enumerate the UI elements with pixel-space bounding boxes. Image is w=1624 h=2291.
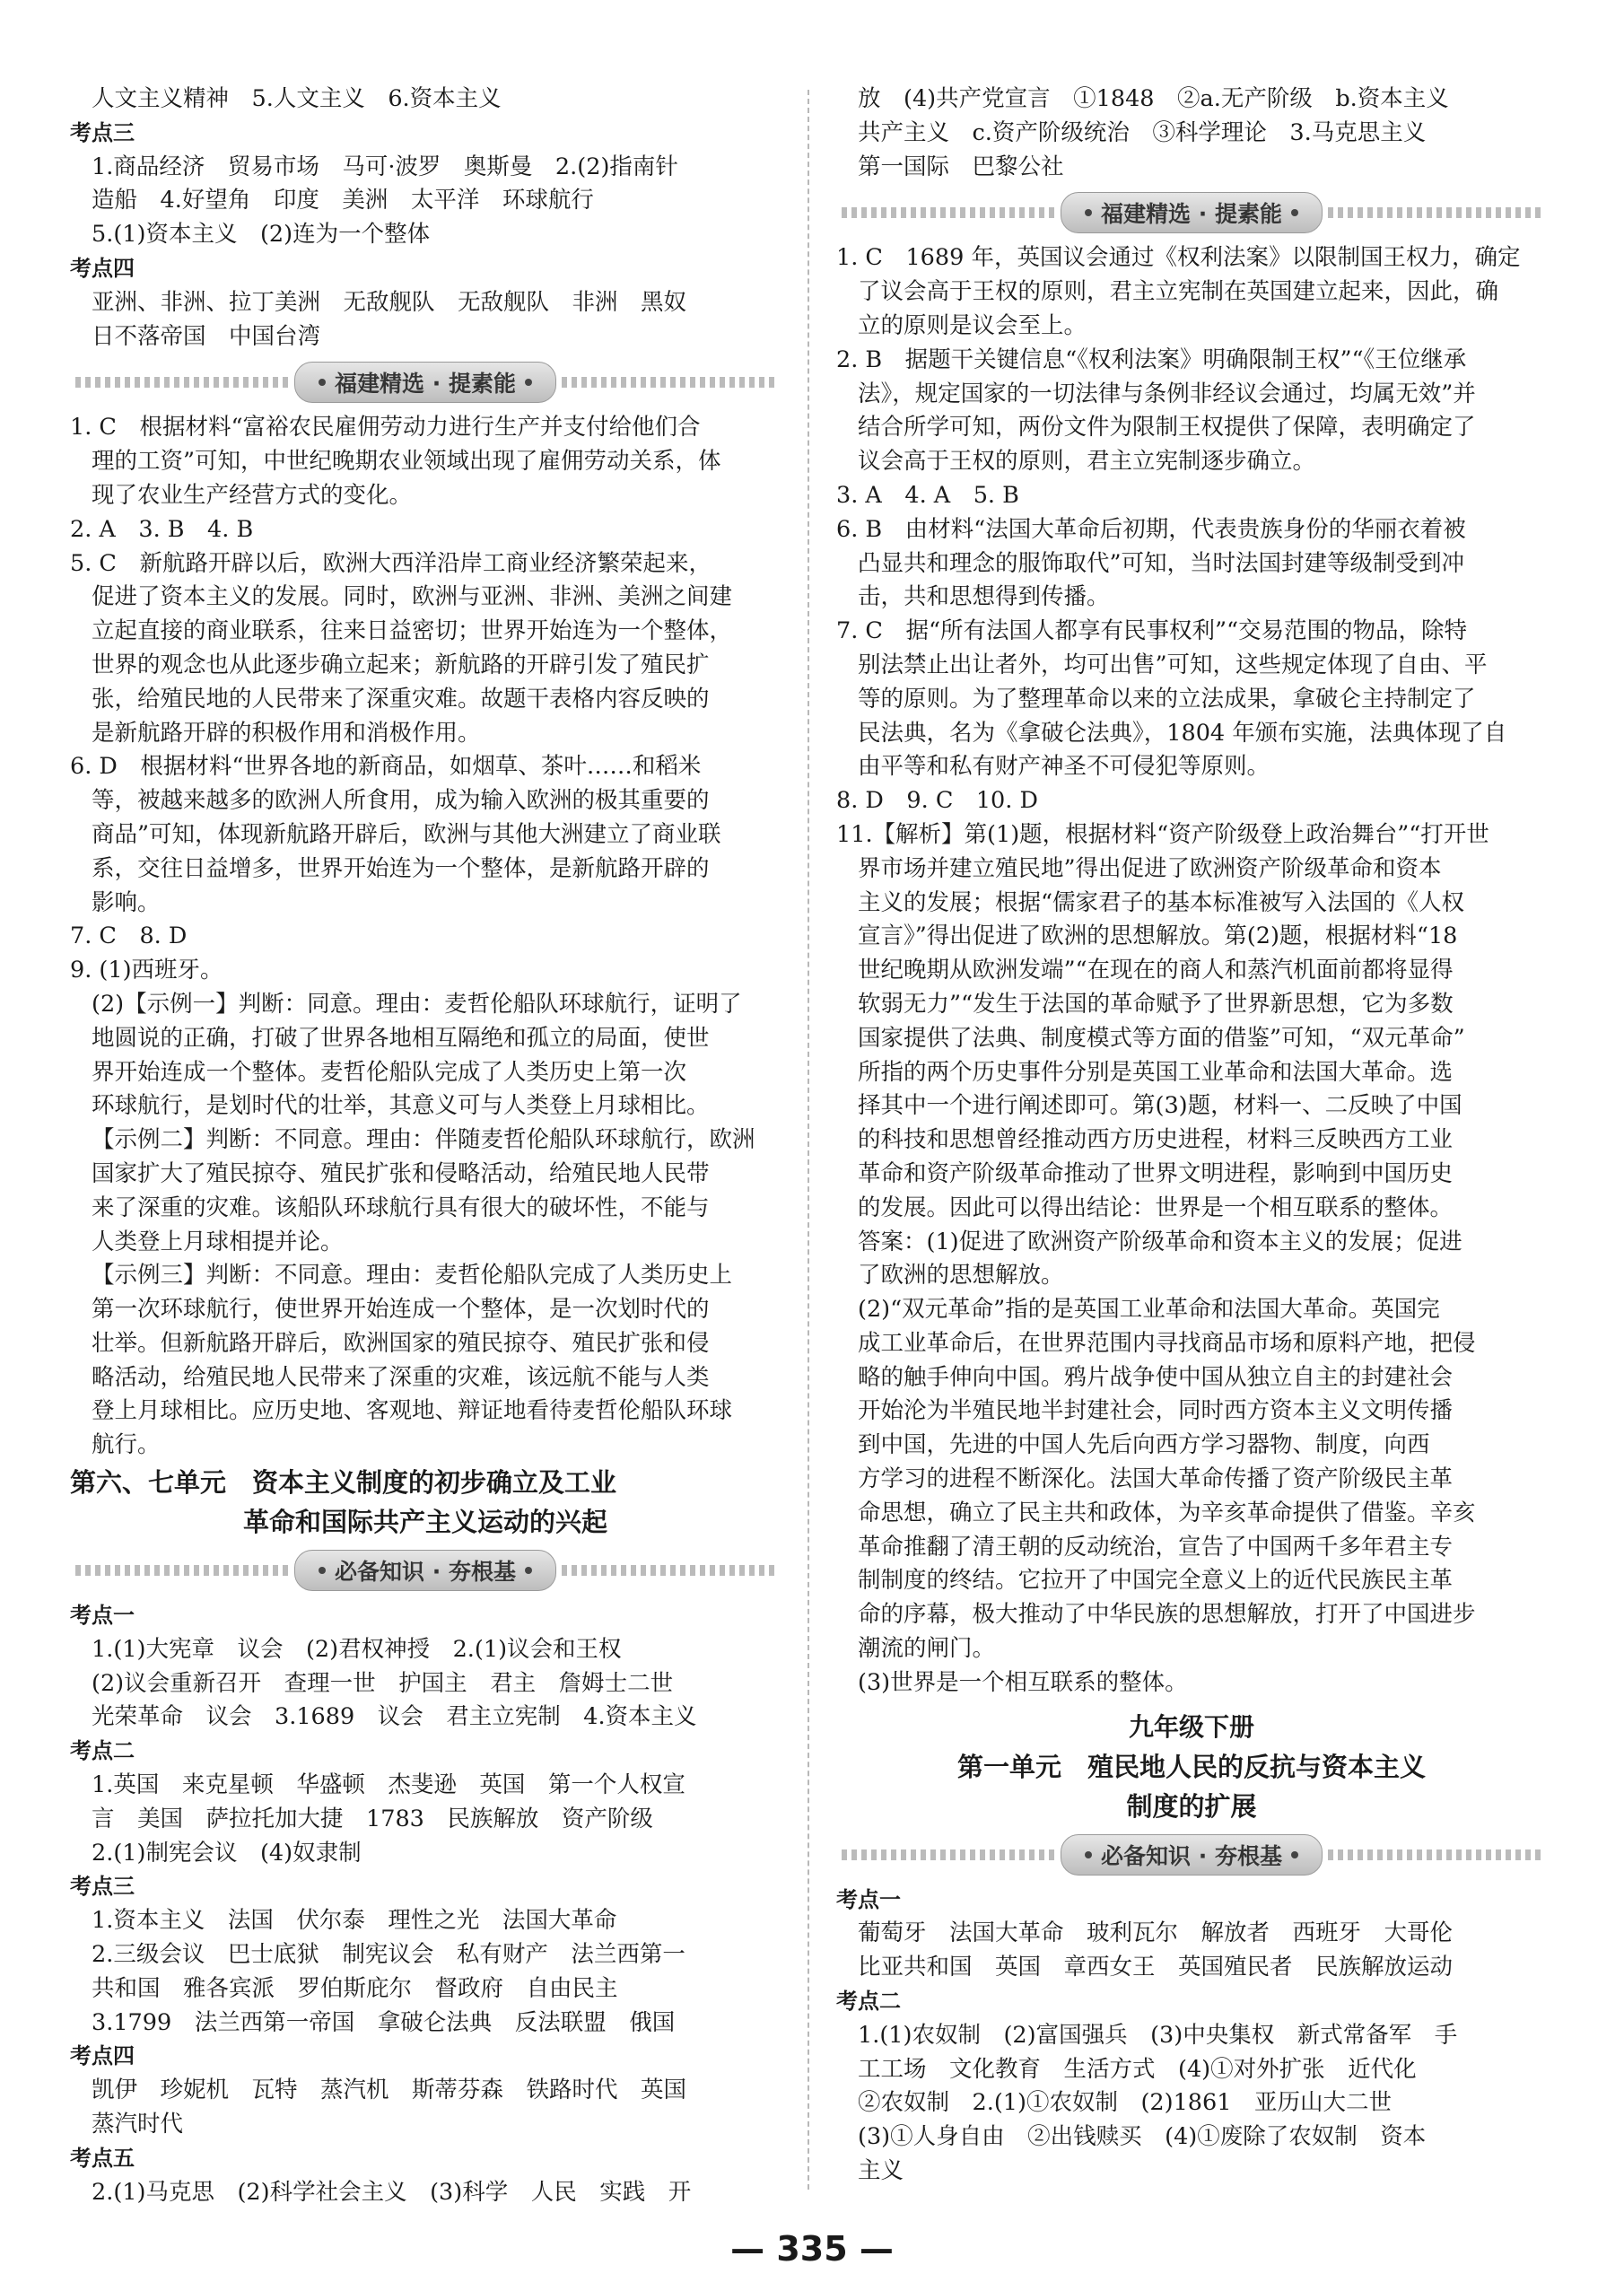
banner-pill [294, 362, 556, 403]
text-line: 航行。 [92, 1431, 161, 1459]
unit-title: 革命和国际共产主义运动的兴起 [242, 1507, 607, 1538]
text-line: 人类登上月球相提并论。 [92, 1228, 344, 1255]
unit-title: 第六、七单元 资本主义制度的初步确立及工业 [70, 1467, 617, 1499]
banner-pill [1061, 192, 1323, 233]
unit-title: 第一单元 殖民地人民的反抗与资本主义 [956, 1751, 1426, 1782]
text-line: 主义的发展；根据“儒家君子的基本标准被写入法国的《人权 [858, 888, 1465, 916]
banner-ornament [842, 1849, 1055, 1860]
bullet-icon [525, 1567, 532, 1574]
text-line: (2)议会重新召开 查理一世 护国主 君主 詹姆士二世 [92, 1669, 674, 1697]
text-line: 界开始连成一个整体。麦哲伦船队完成了人类历史上第一次 [92, 1058, 687, 1086]
text-line: 7. C 8. D [70, 923, 188, 950]
section-heading: 考点二 [836, 1989, 901, 2015]
bullet-icon [525, 379, 532, 386]
text-line: 6. B 由材料“法国大革命后初期，代表贵族身份的华丽衣着被 [836, 515, 1466, 543]
text-line: 议会高于王权的原则，君主立宪制逐步确立。 [858, 448, 1316, 476]
text-line: 1. C 根据材料“富裕农民雇佣劳动力进行生产并支付给他们合 [70, 414, 701, 442]
text-line: 地圆说的正确，打破了世界各地相互隔绝和孤立的局面，使世 [92, 1024, 710, 1052]
text-line: 法》，规定国家的一切法律与条例非经议会通过，均属无效”并 [858, 380, 1476, 407]
bullet-icon [1085, 1851, 1092, 1858]
text-line: 8. D 9. C 10. D [836, 787, 1038, 815]
text-line: 等，被越来越多的欧洲人所食用，成为输入欧洲的极其重要的 [92, 787, 710, 815]
text-line: 2. A 3. B 4. B [70, 515, 254, 543]
banner-ornament [1328, 207, 1541, 218]
section-banner [70, 361, 781, 404]
text-line: 1.商品经济 贸易市场 马可·波罗 奥斯曼 2.(2)指南针 [92, 153, 678, 180]
text-line: 5. C 新航路开辟以后，欧洲大西洋沿岸工商业经济繁荣起来， [70, 549, 712, 577]
section-heading: 考点一 [836, 1886, 901, 1912]
text-line: 1. C 1689 年，英国议会通过《权利法案》以限制国王权力，确定 [836, 244, 1521, 272]
page-number: — 335 — [730, 2229, 894, 2269]
section-heading: 考点四 [70, 2043, 135, 2069]
text-line: 开始沦为半殖民地半封建社会，同时西方资本主义文明传播 [858, 1397, 1454, 1425]
text-line: 立的原则是议会至上。 [858, 311, 1087, 339]
section-banner [836, 1833, 1547, 1876]
section-heading: 考点一 [70, 1603, 135, 1629]
text-line: 略的触手伸向中国。鸦片战争使中国从独立自主的封建社会 [858, 1363, 1454, 1391]
text-line: 革命推翻了清王朝的反动统治，宣告了中国两千多年君主专 [858, 1533, 1454, 1561]
text-line: 环球航行，是划时代的壮举，其意义可与人类登上月球相比。 [92, 1092, 710, 1120]
text-line: 2.(1)制宪会议 (4)奴隶制 [92, 1839, 362, 1867]
text-line: 国家扩大了殖民掠夺、殖民扩张和侵略活动，给殖民地人民带 [92, 1159, 710, 1187]
text-line: 人文主义精神 5.人文主义 6.资本主义 [92, 85, 502, 112]
text-line: 壮举。但新航路开辟后，欧洲国家的殖民掠夺、殖民扩张和侵 [92, 1329, 710, 1357]
text-line: 影响。 [92, 888, 161, 916]
text-line: 凸显共和理念的服饰取代”可知，当时法国封建等级制受到冲 [858, 549, 1465, 577]
text-line: 理的工资”可知，中世纪晚期农业领域出现了雇佣劳动关系，体 [92, 448, 721, 476]
text-line: 结合所学可知，两份文件为限制王权提供了保障，表明确定了 [858, 414, 1476, 442]
banner-pill [1061, 1834, 1323, 1876]
text-line: (2)【示例一】判断：同意。理由：麦哲伦船队环球航行，证明了 [92, 990, 742, 1018]
text-line: 是新航路开辟的积极作用和消极作用。 [92, 719, 481, 747]
text-line: 主义 [858, 2157, 904, 2185]
banner-label: 必备知识 · 夯根基 [335, 1559, 516, 1586]
text-line: 日不落帝国 中国台湾 [92, 322, 321, 350]
text-line: 【示例三】判断：不同意。理由：麦哲伦船队完成了人类历史上 [92, 1262, 733, 1290]
text-line: 7. C 据“所有法国人都享有民事权利”“交易范围的物品，除特 [836, 617, 1468, 645]
bullet-icon [1291, 209, 1298, 216]
text-line: 比亚共和国 英国 章西女王 英国殖民者 民族解放运动 [858, 1954, 1454, 1981]
section-heading: 考点五 [70, 2145, 135, 2171]
text-line: 1.(1)农奴制 (2)富国强兵 (3)中央集权 新式常备军 手 [858, 2021, 1458, 2049]
banner-ornament [75, 377, 289, 388]
section-banner [836, 191, 1547, 234]
text-line: 所指的两个历史事件分别是英国工业革命和法国大革命。选 [858, 1058, 1454, 1086]
text-line: 立起直接的商业联系，往来日益密切；世界开始连为一个整体， [92, 617, 733, 645]
section-banner [70, 1549, 781, 1592]
left-column [70, 83, 781, 2209]
text-line: 的科技和思想曾经推动西方历史进程，材料三反映西方工业 [858, 1126, 1454, 1154]
text-line: 的发展。因此可以得出结论：世界是一个相互联系的整体。 [858, 1194, 1454, 1221]
text-line: (2)“双元革命”指的是英国工业革命和法国大革命。英国完 [858, 1296, 1440, 1324]
unit-title: 制度的扩展 [1126, 1790, 1257, 1822]
text-line: 2.(1)马克思 (2)科学社会主义 (3)科学 人民 实践 开 [92, 2178, 692, 2206]
section-heading: 考点三 [70, 119, 135, 145]
text-line: 略活动，给殖民地人民带来了深重的灾难，该远航不能与人类 [92, 1363, 710, 1391]
text-line: 2. B 据题干关键信息“《权利法案》明确限制王权”“《王位继承 [836, 345, 1467, 373]
banner-label: 必备知识 · 夯根基 [1101, 1842, 1282, 1869]
text-line: 光荣革命 议会 3.1689 议会 君主立宪制 4.资本主义 [92, 1703, 697, 1731]
text-line: 宣言》”得出促进了欧洲的思想解放。第(2)题，根据材料“18 [858, 923, 1458, 950]
text-line: 命的序幕，极大推动了中华民族的思想解放，打开了中国进步 [858, 1601, 1476, 1629]
banner-label: 福建精选 · 提素能 [1101, 201, 1282, 228]
text-line: 促进了资本主义的发展。同时，欧洲与亚洲、非洲、美洲之间建 [92, 583, 733, 611]
text-line: 现了农业生产经营方式的变化。 [92, 481, 413, 509]
text-line: 9. (1)西班牙。 [70, 957, 223, 984]
text-line: 商品”可知，体现新航路开辟后，欧洲与其他大洲建立了商业联 [92, 820, 721, 848]
text-line: 国家提供了法典、制度模式等方面的借鉴”可知，“双元革命” [858, 1024, 1465, 1052]
bullet-icon [319, 1567, 326, 1574]
banner-ornament [842, 207, 1055, 218]
text-line: 等的原则。为了整理革命以来的立法成果，拿破仑主持制定了 [858, 685, 1476, 713]
text-line: 造船 4.好望角 印度 美洲 太平洋 环球航行 [92, 187, 594, 214]
text-line: 到中国，先进的中国人先后向西方学习器物、制度，向西 [858, 1431, 1430, 1459]
text-line: 第一次环球航行，使世界开始连成一个整体，是一次划时代的 [92, 1296, 710, 1324]
text-line: 工工场 文化教育 生活方式 (4)①对外扩张 近代化 [858, 2055, 1417, 2083]
text-line: 亚洲、非洲、拉丁美洲 无敌舰队 无敌舰队 非洲 黑奴 [92, 288, 687, 316]
text-line: 3.1799 法兰西第一帝国 拿破仑法典 反法联盟 俄国 [92, 2008, 676, 2036]
banner-ornament [562, 1565, 775, 1576]
bullet-icon [1085, 209, 1092, 216]
section-heading: 考点四 [70, 255, 135, 281]
text-line: 世界的观念也从此逐步确立起来；新航路的开辟引发了殖民扩 [92, 651, 710, 678]
text-line: 了欧洲的思想解放。 [858, 1262, 1064, 1290]
bullet-icon [319, 379, 326, 386]
text-line: 共和国 雅各宾派 罗伯斯庇尔 督政府 自由民主 [92, 1974, 618, 2002]
text-line: 第一国际 巴黎公社 [858, 153, 1064, 180]
text-line: 击，共和思想得到传播。 [858, 583, 1110, 611]
text-line: 命思想，确立了民主共和政体，为辛亥革命提供了借鉴。辛亥 [858, 1499, 1476, 1526]
banner-pill [294, 1550, 556, 1591]
text-line: 1.(1)大宪章 议会 (2)君权神授 2.(1)议会和王权 [92, 1635, 622, 1663]
text-line: 世纪晚期从欧洲发端”“在现在的商人和蒸汽机面前都将显得 [858, 957, 1454, 984]
text-line: 了议会高于王权的原则，君主立宪制在英国建立起来，因此，确 [858, 278, 1499, 306]
banner-ornament [1328, 1849, 1541, 1860]
text-line: 答案：(1)促进了欧洲资产阶级革命和资本主义的发展；促进 [858, 1228, 1462, 1255]
text-line: 登上月球相比。应历史地、客观地、辩证地看待麦哲伦船队环球 [92, 1397, 733, 1425]
banner-label: 福建精选 · 提素能 [335, 371, 516, 398]
text-line: 凯伊 珍妮机 瓦特 蒸汽机 斯蒂芬森 铁路时代 英国 [92, 2077, 687, 2104]
text-line: 别法禁止出让者外，均可出售”可知，这些规定体现了自由、平 [858, 651, 1488, 678]
text-line: 2.三级会议 巴士底狱 制宪议会 私有财产 法兰西第一 [92, 1941, 685, 1969]
text-line: 界市场并建立殖民地”得出促进了欧洲资产阶级革命和资本 [858, 854, 1442, 882]
text-line: 成工业革命后，在世界范围内寻找商品市场和原料产地，把侵 [858, 1329, 1476, 1357]
text-line: 革命和资产阶级革命推动了世界文明进程，影响到中国历史 [858, 1159, 1454, 1187]
text-line: ②农奴制 2.(1)①农奴制 (2)1861 亚历山大二世 [858, 2089, 1392, 2117]
text-line: (3)世界是一个相互联系的整体。 [858, 1668, 1188, 1696]
text-line: 6. D 根据材料“世界各地的新商品，如烟草、茶叶……和稻米 [70, 753, 702, 781]
text-line: 共产主义 c.资产阶级统治 ③科学理论 3.马克思主义 [858, 118, 1427, 146]
banner-ornament [562, 377, 775, 388]
text-line: 言 美国 萨拉托加大捷 1783 民族解放 资产阶级 [92, 1805, 653, 1832]
text-line: 11.【解析】第(1)题，根据材料“资产阶级登上政治舞台”“打开世 [836, 820, 1489, 848]
text-line: 潮流的闸门。 [858, 1635, 996, 1663]
text-line: 蒸汽时代 [92, 2111, 184, 2138]
right-column [836, 83, 1547, 2189]
text-line: (3)①人身自由 ②出钱赎买 (4)①废除了农奴制 资本 [858, 2123, 1427, 2151]
text-line: 方学习的进程不断深化。法国大革命传播了资产阶级民主革 [858, 1465, 1454, 1493]
text-line: 5.(1)资本主义 (2)连为一个整体 [92, 221, 431, 249]
banner-ornament [75, 1565, 289, 1576]
text-line: 来了深重的灾难。该船队环球航行具有很大的破坏性，不能与 [92, 1194, 710, 1221]
text-line: 系，交往日益增多，世界开始连为一个整体，是新航路开辟的 [92, 854, 710, 882]
section-heading: 考点三 [70, 1874, 135, 1900]
text-line: 1.英国 来克星顿 华盛顿 杰斐逊 英国 第一个人权宣 [92, 1771, 685, 1799]
text-line: 软弱无力”“发生于法国的革命赋予了世界新思想，它为多数 [858, 990, 1454, 1018]
text-line: 由平等和私有财产神圣不可侵犯等原则。 [858, 753, 1270, 781]
text-line: 【示例二】判断：不同意。理由：伴随麦哲伦船队环球航行，欧洲 [92, 1126, 755, 1154]
text-line: 放 (4)共产党宣言 ①1848 ②a.无产阶级 b.资本主义 [858, 85, 1449, 112]
text-line: 1.资本主义 法国 伏尔泰 理性之光 法国大革命 [92, 1907, 617, 1935]
bullet-icon [1291, 1851, 1298, 1858]
text-line: 张，给殖民地的人民带来了深重灾难。故题干表格内容反映的 [92, 685, 710, 713]
column-divider [808, 90, 809, 2190]
text-line: 民法典，名为《拿破仑法典》，1804 年颁布实施，法典体现了自 [858, 719, 1507, 747]
grade-title: 九年级下册 [1128, 1711, 1254, 1742]
text-line: 制制度的终结。它拉开了中国完全意义上的近代民族民主革 [858, 1567, 1454, 1595]
section-heading: 考点二 [70, 1738, 135, 1764]
text-line: 葡萄牙 法国大革命 玻利瓦尔 解放者 西班牙 大哥伦 [858, 1919, 1454, 1947]
text-line: 择其中一个进行阐述即可。第(3)题，材料一、二反映了中国 [858, 1092, 1462, 1120]
text-line: 3. A 4. A 5. B [836, 481, 1019, 509]
